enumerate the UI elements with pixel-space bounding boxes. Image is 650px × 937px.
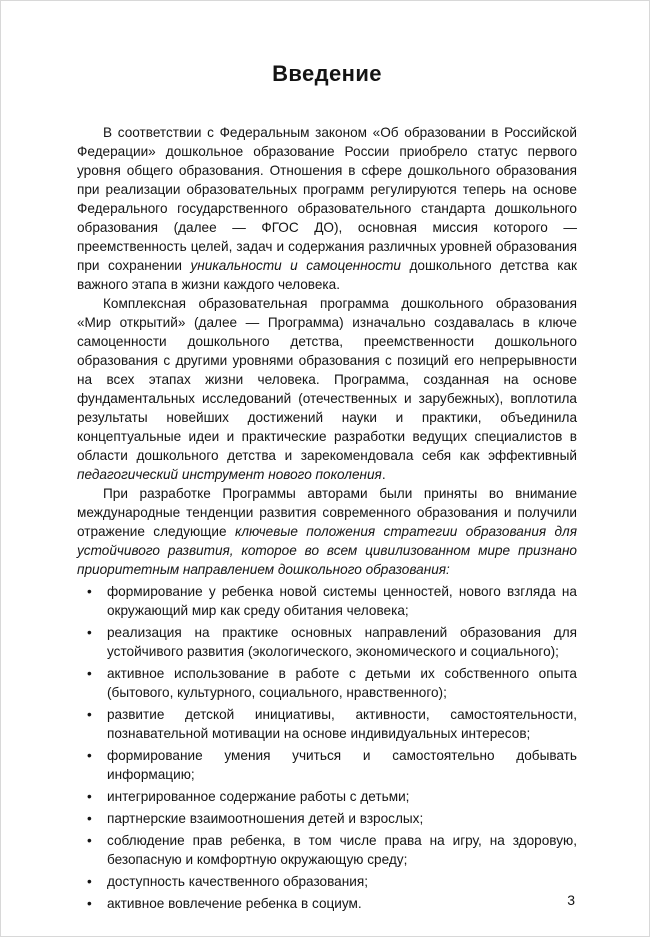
list-item: • партнерские взаимоотношения детей и взрослых; xyxy=(77,809,577,828)
list-item: • активное вовлечение ребенка в социум. xyxy=(77,894,577,913)
paragraph xyxy=(77,123,577,294)
list-item: • соблюдение прав ребенка, в том числе права на игру, на здоровую, безопасную и комфортную окружающую среду; xyxy=(77,831,577,869)
emphasized-text: уникальности и самоценности xyxy=(190,258,401,273)
paragraph xyxy=(77,294,577,484)
list-item: • реализация на практике основных направлений образования для устойчивого развития (экологического, экономического и социального); xyxy=(77,623,577,661)
list-item: • формирование у ребенка новой системы ценностей, нового взгляда на окружающий мир как среду обитания человека; xyxy=(77,582,577,620)
list-item: • развитие детской инициативы, активности, самостоятельности, познавательной мотивации на основе индивидуальных интересов; xyxy=(77,705,577,743)
body-text: Комплексная образовательная программа дошкольного образования «Мир открытий» (далее — Программа) изначально создавалась в ключе самоценности дошкольного детства, преемственности дошкольного образования с другими уровнями образования с позиций его непрерывности на всех этапах жизни человека. Программа, созданная на основе фундаментальных исследований (отечественных и зарубежных), воплотила результаты новейших достижений науки и практики, объединила концептуальные идеи и практические разработки ведущих специалистов в области дошкольного детства и зарекомендовала себя как эффективный xyxy=(77,296,577,463)
page-title: Введение xyxy=(272,61,382,86)
list-item: • доступность качественного образования; xyxy=(77,872,577,891)
body-text: При разработке Программы авторами были приняты во внимание международные тенденции развития современного образования и получили отражение следующие xyxy=(77,486,577,539)
list-item: • интегрированное содержание работы с детьми; xyxy=(77,787,577,806)
emphasized-text: педагогический инструмент нового поколения xyxy=(77,467,382,482)
list-item: • активное использование в работе с детьми их собственного опыта (бытового, культурного, социального, нравственного); xyxy=(77,664,577,702)
emphasized-text: ключевые положения стратегии образования для устойчивого развития, которое во всем цивилизованном мире признано приоритетным направлением дошкольного образования: xyxy=(77,524,577,577)
body-text: В соответствии с Федеральным законом «Об образовании в Российской Федерации» дошкольное образование России приобрело статус первого уровня общего образования. Отношения в сфере дошкольного образования при реализации образовательных программ регулируются теперь на основе Федерального государственного образовательного стандарта дошкольного образования (далее — ФГОС ДО), основная миссия которого — преемственность целей, задач и содержания различных уровней образования при сохранении xyxy=(77,125,577,273)
bullet-list xyxy=(77,582,577,913)
paragraphs-container xyxy=(77,123,577,579)
page-number: 3 xyxy=(567,892,575,908)
paragraph xyxy=(77,484,577,579)
body-text: дошкольного детства как важного этапа в жизни каждого человека. xyxy=(77,258,577,292)
body-text: . xyxy=(381,467,386,482)
list-item: • формирование умения учиться и самостоятельно добывать информацию; xyxy=(77,746,577,784)
